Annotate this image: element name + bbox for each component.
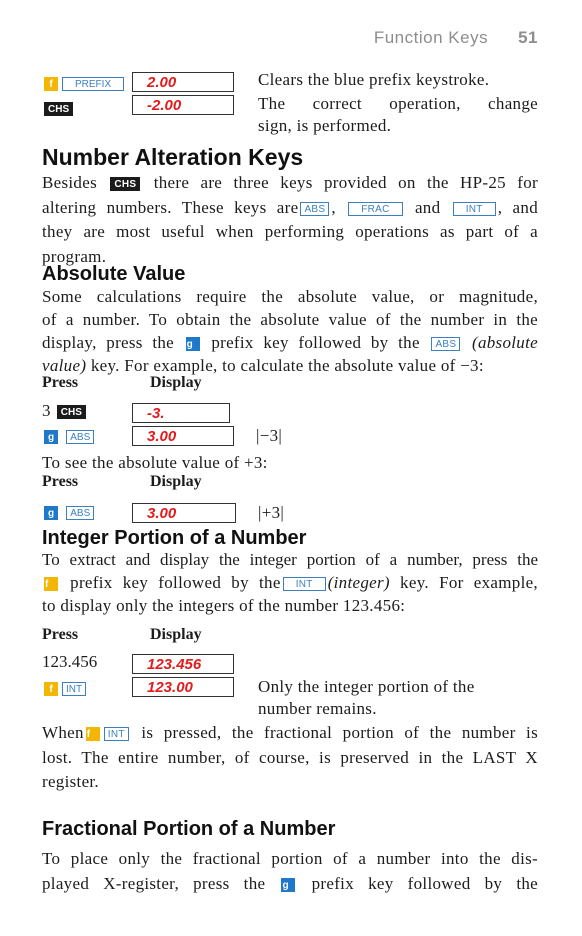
page-number: 51: [518, 28, 538, 47]
text-line: they are most useful when performing operations as part of a: [42, 222, 538, 241]
note-line: number remains.: [258, 699, 377, 718]
chs-key: CHS: [57, 405, 86, 419]
display-label: Display: [150, 626, 202, 643]
text: When: [42, 723, 84, 742]
display-label: Display: [150, 374, 202, 391]
text: ,: [331, 197, 336, 217]
text-line: program.: [42, 246, 107, 266]
press-label: Press: [42, 473, 79, 490]
g-key: g: [44, 430, 58, 444]
text: prefix key followed by the: [311, 873, 539, 893]
top-row-1-keys: [42, 73, 126, 93]
text: there are three keys provided on the HP-25 for: [153, 173, 539, 192]
text-line: To see the absolute value of +3:: [42, 453, 268, 472]
text: key. For example, to calculate the absolute value of −3:: [90, 356, 484, 375]
text: is pressed, the fractional portion of the number is: [141, 723, 538, 742]
row-note: [258, 676, 475, 720]
top-row-2-note: [258, 93, 538, 137]
press-label: Press: [42, 374, 79, 391]
display-readout: 3.00: [132, 503, 236, 523]
text: Besides: [42, 173, 97, 192]
row-note: |−3|: [256, 426, 283, 445]
section-heading: Number Alteration Keys: [42, 144, 304, 170]
text: altering numbers. These keys are: [42, 197, 299, 217]
note-line: sign, is performed.: [258, 116, 392, 135]
text-line: lost. The entire number, of course, is preserved in the LAST X: [42, 747, 538, 767]
integer-note-paragraph: [42, 721, 538, 795]
int-key: INT: [62, 682, 86, 696]
text-line: of a number. To obtain the absolute value of the number in the: [42, 310, 538, 329]
g-key: g: [44, 506, 58, 520]
text: value): [42, 356, 87, 375]
abs-key: ABS: [66, 506, 94, 520]
text-line: To extract and display the integer portion of a number, press the: [42, 550, 538, 569]
display-readout: -2.00: [132, 95, 234, 115]
abs-key: ABS: [300, 202, 329, 216]
text-line: to display only the integers of the number 123.456:: [42, 596, 406, 615]
note-line: Only the integer portion of the: [258, 677, 475, 696]
text: (absolute: [472, 333, 538, 352]
display-label: Display: [150, 473, 202, 490]
text-line: register.: [42, 772, 99, 791]
int-key: INT: [104, 727, 129, 741]
press-row: [42, 678, 88, 698]
top-row-1-note: Clears the blue prefix keystroke.: [258, 70, 490, 89]
absolute-value-paragraph: [42, 285, 538, 377]
note-line: The correct operation, change: [258, 94, 538, 113]
press-row: 123.456: [42, 652, 98, 671]
display-readout: 123.456: [132, 654, 234, 674]
text: played X-register, press the: [42, 873, 266, 893]
text: (integer): [327, 573, 390, 592]
f-key: f: [44, 682, 58, 696]
text: key. For example,: [400, 573, 538, 592]
press-row: [42, 401, 88, 421]
text: , and: [497, 197, 538, 217]
text-line: To place only the fractional portion of a number into the dis-: [42, 849, 538, 868]
prefix-key: PREFIX: [62, 77, 124, 91]
press-value: 3: [42, 401, 51, 420]
abs-key: ABS: [66, 430, 94, 444]
int-key: INT: [283, 577, 326, 591]
header-title: Function Keys: [373, 28, 489, 47]
int-key: INT: [453, 202, 496, 216]
text: prefix key followed by the: [70, 573, 281, 592]
row-note: |+3|: [258, 503, 285, 522]
text-line: Some calculations require the absolute value, or magnitude,: [42, 287, 538, 306]
section-heading: Absolute Value: [42, 263, 186, 285]
chs-key: CHS: [44, 102, 73, 116]
g-key: g: [186, 337, 200, 351]
frac-key: FRAC: [348, 202, 402, 216]
text: display, press the: [42, 333, 175, 352]
text: and: [414, 197, 441, 217]
display-readout: 3.00: [132, 426, 234, 446]
press-row: [42, 426, 96, 446]
running-header: [374, 28, 538, 48]
display-readout: 2.00: [132, 72, 234, 92]
abs-key: ABS: [431, 337, 460, 351]
top-row-2-keys: [42, 98, 75, 118]
chs-key: CHS: [110, 177, 140, 191]
f-key: f: [86, 727, 100, 741]
number-alteration-paragraph: [42, 171, 538, 269]
text: prefix key followed by the: [211, 333, 420, 352]
integer-portion-paragraph: [42, 548, 538, 617]
section-heading: Integer Portion of a Number: [42, 527, 307, 549]
f-key: f: [44, 577, 58, 591]
fractional-paragraph: [42, 847, 538, 896]
section-heading: Fractional Portion of a Number: [42, 818, 336, 840]
g-key: g: [281, 878, 295, 892]
press-label: Press: [42, 626, 79, 643]
display-readout: -3.: [132, 403, 230, 423]
f-key: f: [44, 77, 58, 91]
press-row: [42, 502, 96, 522]
display-readout: 123.00: [132, 677, 234, 697]
